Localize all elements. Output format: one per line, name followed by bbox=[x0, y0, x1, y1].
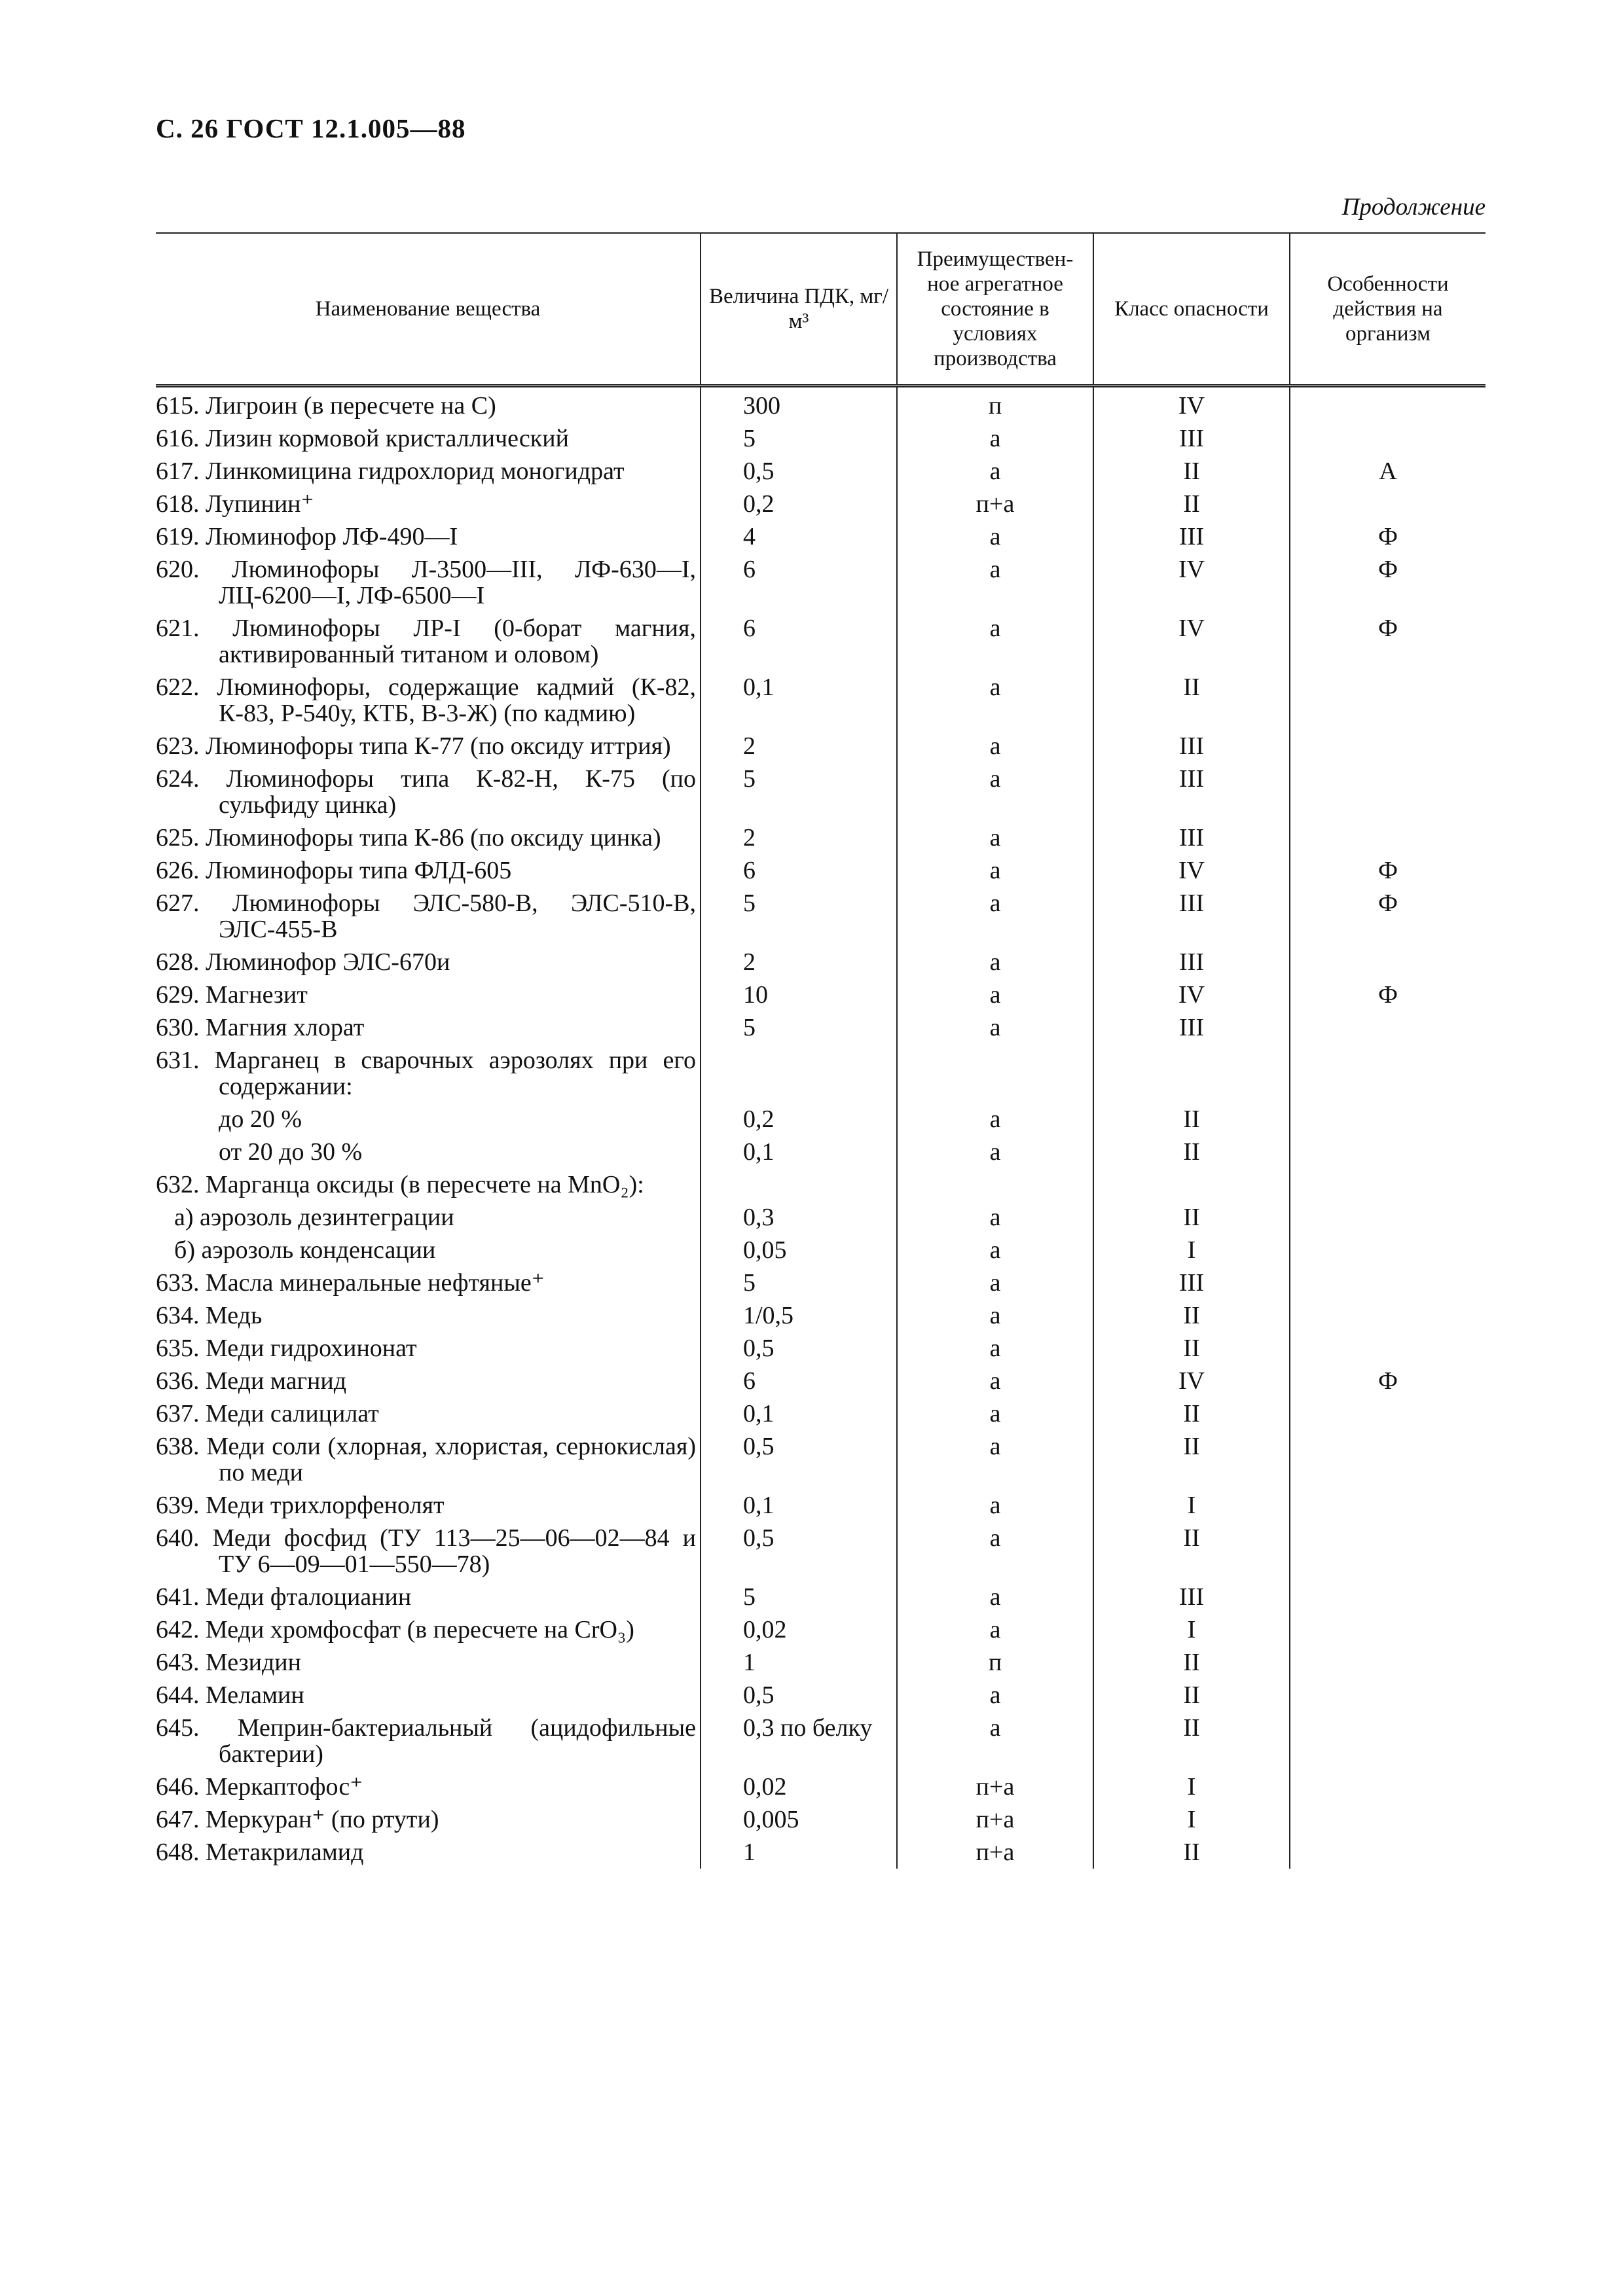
substance-name-cell bbox=[156, 1103, 701, 1136]
hazard-class-cell: IV bbox=[1093, 854, 1290, 887]
table-row bbox=[156, 1803, 1486, 1836]
hazard-class-cell: III bbox=[1093, 422, 1290, 455]
substance-name: 639. Меди трихлорфенолят bbox=[156, 1492, 445, 1519]
effect-feature-cell bbox=[1290, 488, 1486, 520]
aggregate-state-cell: а bbox=[897, 946, 1093, 978]
continuation-label: Продолжение bbox=[1341, 194, 1486, 221]
effect-feature-cell bbox=[1290, 1646, 1486, 1679]
effect-feature-cell bbox=[1290, 1234, 1486, 1266]
substance-name: до 20 % bbox=[219, 1105, 302, 1133]
effect-feature-cell bbox=[1290, 1679, 1486, 1712]
substance-name: 625. Люминофоры типа К-86 (по оксиду цинка) bbox=[156, 824, 661, 852]
table-row bbox=[156, 1712, 1486, 1770]
hazard-class-cell: I bbox=[1093, 1489, 1290, 1522]
table-row bbox=[156, 1044, 1486, 1103]
pdk-value-cell: 0,1 bbox=[701, 1489, 897, 1522]
substance-name: 624. Люминофоры типа К-82-Н, К-75 (по сульфиду цинка) bbox=[156, 765, 696, 819]
substance-name: а) аэрозоль дезинтеграции bbox=[174, 1204, 454, 1231]
table-row bbox=[156, 730, 1486, 762]
substance-name-cell bbox=[156, 1712, 701, 1770]
pdk-value-cell: 5 bbox=[701, 422, 897, 455]
substance-name-cell bbox=[156, 1770, 701, 1803]
substance-name: 644. Меламин bbox=[156, 1681, 304, 1709]
pdk-value-cell: 5 bbox=[701, 762, 897, 821]
substance-name: 647. Меркуран⁺ (по ртути) bbox=[156, 1806, 439, 1833]
substance-name-cell bbox=[156, 1266, 701, 1299]
hazard-class-cell: II bbox=[1093, 1201, 1290, 1234]
substance-name: 631. Марганец в сварочных аэрозолях при его содержании: bbox=[156, 1047, 696, 1100]
aggregate-state-cell bbox=[897, 1044, 1093, 1103]
effect-feature-cell bbox=[1290, 1430, 1486, 1489]
substance-name-cell bbox=[156, 887, 701, 946]
table-row bbox=[156, 1836, 1486, 1869]
effect-feature-cell bbox=[1290, 1803, 1486, 1836]
substance-name: 623. Люминофоры типа К-77 (по оксиду иттрия) bbox=[156, 732, 671, 760]
hazard-class-cell: II bbox=[1093, 488, 1290, 520]
pdk-value-cell bbox=[701, 1044, 897, 1103]
substance-name: 635. Меди гидрохинонат bbox=[156, 1335, 417, 1362]
effect-feature-cell bbox=[1290, 1397, 1486, 1430]
effect-feature-cell: Ф bbox=[1290, 612, 1486, 671]
substance-name-cell bbox=[156, 946, 701, 978]
hazard-class-cell: II bbox=[1093, 1646, 1290, 1679]
aggregate-state-cell: а bbox=[897, 1332, 1093, 1365]
pdk-value-cell: 6 bbox=[701, 553, 897, 612]
pdk-value-cell: 2 bbox=[701, 730, 897, 762]
table-row bbox=[156, 1365, 1486, 1397]
table-row bbox=[156, 1581, 1486, 1613]
aggregate-state-cell: а bbox=[897, 887, 1093, 946]
aggregate-state-cell: а bbox=[897, 978, 1093, 1011]
substance-name: 629. Магнезит bbox=[156, 981, 308, 1009]
effect-feature-cell bbox=[1290, 1581, 1486, 1613]
effect-feature-cell: Ф bbox=[1290, 978, 1486, 1011]
table-row bbox=[156, 612, 1486, 671]
substance-name: 643. Мезидин bbox=[156, 1649, 301, 1676]
effect-feature-cell: Ф bbox=[1290, 1365, 1486, 1397]
table-header-row bbox=[156, 233, 1486, 386]
substance-name-cell bbox=[156, 1646, 701, 1679]
substance-name-cell bbox=[156, 553, 701, 612]
aggregate-state-cell: а bbox=[897, 762, 1093, 821]
pdk-value-cell: 0,1 bbox=[701, 1397, 897, 1430]
hazard-class-cell: II bbox=[1093, 1299, 1290, 1332]
table-row bbox=[156, 1168, 1486, 1201]
aggregate-state-cell: а bbox=[897, 1613, 1093, 1646]
pdk-value-cell: 5 bbox=[701, 887, 897, 946]
substance-name-cell bbox=[156, 612, 701, 671]
table-row bbox=[156, 978, 1486, 1011]
effect-feature-cell bbox=[1290, 1299, 1486, 1332]
effect-feature-cell bbox=[1290, 821, 1486, 854]
substance-name: 626. Люминофоры типа ФЛД-605 bbox=[156, 857, 512, 884]
hazard-class-cell bbox=[1093, 1044, 1290, 1103]
column-header-pdk: Величина ПДК, мг/м³ bbox=[701, 233, 897, 386]
table-row bbox=[156, 1332, 1486, 1365]
substance-name-cell bbox=[156, 1299, 701, 1332]
hazard-class-cell: II bbox=[1093, 1712, 1290, 1770]
hazard-class-cell: IV bbox=[1093, 386, 1290, 423]
aggregate-state-cell: а bbox=[897, 1103, 1093, 1136]
aggregate-state-cell: а bbox=[897, 1522, 1093, 1581]
pdk-value-cell: 0,02 bbox=[701, 1770, 897, 1803]
substance-name-cell bbox=[156, 1332, 701, 1365]
substance-name: 617. Линкомицина гидрохлорид моногидрат bbox=[156, 457, 625, 485]
aggregate-state-cell: п+а bbox=[897, 1836, 1093, 1869]
effect-feature-cell bbox=[1290, 671, 1486, 730]
table-row bbox=[156, 1397, 1486, 1430]
aggregate-state-cell: а bbox=[897, 1397, 1093, 1430]
effect-feature-cell: Ф bbox=[1290, 854, 1486, 887]
hazard-class-cell: III bbox=[1093, 1266, 1290, 1299]
substance-name-cell bbox=[156, 1581, 701, 1613]
table-row bbox=[156, 854, 1486, 887]
effect-feature-cell bbox=[1290, 1836, 1486, 1869]
aggregate-state-cell: а bbox=[897, 1011, 1093, 1044]
hazard-class-cell: II bbox=[1093, 671, 1290, 730]
aggregate-state-cell: а bbox=[897, 1136, 1093, 1168]
hazard-class-cell: III bbox=[1093, 1581, 1290, 1613]
substance-name: 640. Меди фосфид (ТУ 113—25—06—02—84 и ТУ 6—09—01—550—78) bbox=[156, 1524, 696, 1578]
substance-name-cell bbox=[156, 1803, 701, 1836]
substance-name-cell bbox=[156, 730, 701, 762]
pdk-value-cell: 0,1 bbox=[701, 1136, 897, 1168]
pdk-value-cell: 5 bbox=[701, 1011, 897, 1044]
aggregate-state-cell: а bbox=[897, 455, 1093, 488]
substance-name: 634. Медь bbox=[156, 1302, 263, 1329]
substance-name-cell bbox=[156, 1234, 701, 1266]
column-header-name: Наименование вещества bbox=[156, 233, 701, 386]
substance-name: 648. Метакриламид bbox=[156, 1839, 364, 1866]
substance-name: 642. Меди хромфосфат (в пересчете на CrO₃) bbox=[156, 1616, 634, 1643]
pdk-value-cell: 6 bbox=[701, 1365, 897, 1397]
substance-name-cell bbox=[156, 1836, 701, 1869]
effect-feature-cell bbox=[1290, 946, 1486, 978]
pdk-value-cell: 5 bbox=[701, 1581, 897, 1613]
aggregate-state-cell: а bbox=[897, 730, 1093, 762]
hazard-class-cell: I bbox=[1093, 1613, 1290, 1646]
substance-name-cell bbox=[156, 488, 701, 520]
table-body bbox=[156, 386, 1486, 1869]
effect-feature-cell bbox=[1290, 1522, 1486, 1581]
pdk-value-cell: 1/0,5 bbox=[701, 1299, 897, 1332]
table-row bbox=[156, 821, 1486, 854]
substance-name-cell bbox=[156, 1011, 701, 1044]
pdk-value-cell: 0,5 bbox=[701, 1332, 897, 1365]
table-row bbox=[156, 520, 1486, 553]
aggregate-state-cell: а bbox=[897, 612, 1093, 671]
effect-feature-cell bbox=[1290, 730, 1486, 762]
pdk-value-cell: 0,05 bbox=[701, 1234, 897, 1266]
hazard-class-cell: III bbox=[1093, 946, 1290, 978]
substance-name: 630. Магния хлорат bbox=[156, 1014, 365, 1041]
effect-feature-cell bbox=[1290, 386, 1486, 423]
hazard-class-cell: II bbox=[1093, 1397, 1290, 1430]
hazard-class-cell: I bbox=[1093, 1770, 1290, 1803]
pdk-value-cell: 0,3 bbox=[701, 1201, 897, 1234]
aggregate-state-cell: а bbox=[897, 854, 1093, 887]
aggregate-state-cell: а bbox=[897, 671, 1093, 730]
substance-name: от 20 до 30 % bbox=[219, 1138, 363, 1166]
substance-name: 633. Масла минеральные нефтяные⁺ bbox=[156, 1269, 545, 1297]
hazard-class-cell: II bbox=[1093, 1136, 1290, 1168]
effect-feature-cell: Ф bbox=[1290, 553, 1486, 612]
hazard-class-cell: III bbox=[1093, 520, 1290, 553]
substance-name-cell bbox=[156, 386, 701, 423]
substance-name: 627. Люминофоры ЭЛС-580-В, ЭЛС-510-В, ЭЛС-455-В bbox=[156, 889, 696, 943]
aggregate-state-cell: а bbox=[897, 520, 1093, 553]
substance-name-cell bbox=[156, 1044, 701, 1103]
effect-feature-cell bbox=[1290, 762, 1486, 821]
aggregate-state-cell: а bbox=[897, 1201, 1093, 1234]
pdk-value-cell: 0,1 bbox=[701, 671, 897, 730]
pdk-value-cell: 0,005 bbox=[701, 1803, 897, 1836]
pdk-value-cell: 4 bbox=[701, 520, 897, 553]
pdk-value-cell: 2 bbox=[701, 946, 897, 978]
effect-feature-cell bbox=[1290, 1770, 1486, 1803]
aggregate-state-cell: а bbox=[897, 1430, 1093, 1489]
effect-feature-cell: А bbox=[1290, 455, 1486, 488]
pdk-value-cell: 6 bbox=[701, 854, 897, 887]
substance-table bbox=[156, 232, 1486, 1869]
aggregate-state-cell: п+а bbox=[897, 1770, 1093, 1803]
hazard-class-cell: II bbox=[1093, 1836, 1290, 1869]
aggregate-state-cell: а bbox=[897, 1365, 1093, 1397]
table-row bbox=[156, 1430, 1486, 1489]
page-title: С. 26 ГОСТ 12.1.005—88 bbox=[156, 113, 466, 143]
effect-feature-cell: Ф bbox=[1290, 887, 1486, 946]
substance-name: 637. Меди салицилат bbox=[156, 1400, 379, 1427]
hazard-class-cell bbox=[1093, 1168, 1290, 1201]
pdk-value-cell bbox=[701, 1168, 897, 1201]
effect-feature-cell bbox=[1290, 1332, 1486, 1365]
effect-feature-cell bbox=[1290, 1613, 1486, 1646]
table-row bbox=[156, 1679, 1486, 1712]
aggregate-state-cell: п+а bbox=[897, 1803, 1093, 1836]
hazard-class-cell: III bbox=[1093, 730, 1290, 762]
table-row bbox=[156, 1522, 1486, 1581]
substance-name: 628. Люминофор ЭЛС-670и bbox=[156, 948, 450, 976]
hazard-class-cell: IV bbox=[1093, 553, 1290, 612]
substance-name-cell bbox=[156, 1430, 701, 1489]
hazard-class-cell: III bbox=[1093, 762, 1290, 821]
column-header-aggregate-state: Преимуществен-ное агрегатное состояние в условиях производства bbox=[897, 233, 1093, 386]
table-row bbox=[156, 455, 1486, 488]
substance-name-cell bbox=[156, 1201, 701, 1234]
hazard-class-cell: IV bbox=[1093, 612, 1290, 671]
substance-name-cell bbox=[156, 455, 701, 488]
pdk-value-cell: 6 bbox=[701, 612, 897, 671]
table-row bbox=[156, 386, 1486, 423]
table-row bbox=[156, 553, 1486, 612]
substance-name-cell bbox=[156, 1489, 701, 1522]
aggregate-state-cell: а bbox=[897, 1299, 1093, 1332]
table-row bbox=[156, 422, 1486, 455]
substance-name-cell bbox=[156, 854, 701, 887]
substance-name-cell bbox=[156, 1136, 701, 1168]
pdk-value-cell: 0,3 по белку bbox=[701, 1712, 897, 1770]
hazard-class-cell: II bbox=[1093, 1522, 1290, 1581]
aggregate-state-cell: п bbox=[897, 386, 1093, 423]
pdk-value-cell: 5 bbox=[701, 1266, 897, 1299]
substance-name-cell bbox=[156, 821, 701, 854]
substance-name: 646. Меркаптофос⁺ bbox=[156, 1773, 363, 1801]
pdk-value-cell: 1 bbox=[701, 1646, 897, 1679]
pdk-value-cell: 2 bbox=[701, 821, 897, 854]
substance-name: 636. Меди магнид bbox=[156, 1367, 347, 1395]
pdk-value-cell: 0,2 bbox=[701, 1103, 897, 1136]
pdk-value-cell: 0,5 bbox=[701, 1679, 897, 1712]
hazard-class-cell: I bbox=[1093, 1803, 1290, 1836]
pdk-value-cell: 0,5 bbox=[701, 1430, 897, 1489]
aggregate-state-cell: а bbox=[897, 1266, 1093, 1299]
aggregate-state-cell: а bbox=[897, 1712, 1093, 1770]
substance-name: 620. Люминофоры Л-3500—III, ЛФ-630—I, ЛЦ-6200—I, ЛФ-6500—I bbox=[156, 556, 696, 609]
substance-name: 621. Люминофоры ЛР-I (0-борат магния, активированный титаном и оловом) bbox=[156, 615, 696, 668]
column-header-hazard-class: Класс опасности bbox=[1093, 233, 1290, 386]
hazard-class-cell: III bbox=[1093, 821, 1290, 854]
table-row bbox=[156, 1646, 1486, 1679]
aggregate-state-cell: а bbox=[897, 1234, 1093, 1266]
hazard-class-cell: IV bbox=[1093, 1365, 1290, 1397]
aggregate-state-cell: а bbox=[897, 553, 1093, 612]
substance-name-cell bbox=[156, 1613, 701, 1646]
substance-name-cell bbox=[156, 1365, 701, 1397]
substance-name-cell bbox=[156, 762, 701, 821]
aggregate-state-cell bbox=[897, 1168, 1093, 1201]
substance-name: 638. Меди соли (хлорная, хлористая, сернокислая) по меди bbox=[156, 1433, 696, 1486]
hazard-class-cell: II bbox=[1093, 1679, 1290, 1712]
aggregate-state-cell: а bbox=[897, 1581, 1093, 1613]
hazard-class-cell: III bbox=[1093, 887, 1290, 946]
hazard-class-cell: II bbox=[1093, 1103, 1290, 1136]
substance-name: 618. Лупинин⁺ bbox=[156, 490, 314, 518]
substance-name-cell bbox=[156, 1397, 701, 1430]
table-row bbox=[156, 1201, 1486, 1234]
table-row bbox=[156, 762, 1486, 821]
table-row bbox=[156, 671, 1486, 730]
substance-name: б) аэрозоль конденсации bbox=[174, 1236, 436, 1264]
table-row bbox=[156, 946, 1486, 978]
table-row bbox=[156, 1299, 1486, 1332]
substance-name-cell bbox=[156, 1168, 701, 1201]
pdk-value-cell: 0,2 bbox=[701, 488, 897, 520]
table-row bbox=[156, 1136, 1486, 1168]
hazard-class-cell: II bbox=[1093, 1430, 1290, 1489]
effect-feature-cell bbox=[1290, 1266, 1486, 1299]
effect-feature-cell bbox=[1290, 1044, 1486, 1103]
aggregate-state-cell: а bbox=[897, 821, 1093, 854]
effect-feature-cell bbox=[1290, 1011, 1486, 1044]
hazard-class-cell: IV bbox=[1093, 978, 1290, 1011]
substance-name: 632. Марганца оксиды (в пересчете на MnO₂): bbox=[156, 1171, 644, 1198]
table-row bbox=[156, 1613, 1486, 1646]
substance-name: 619. Люминофор ЛФ-490—I bbox=[156, 523, 458, 550]
table-row bbox=[156, 1103, 1486, 1136]
hazard-class-cell: II bbox=[1093, 1332, 1290, 1365]
substance-name: 622. Люминофоры, содержащие кадмий (К-82, К-83, Р-540у, КТБ, В-3-Ж) (по кадмию) bbox=[156, 673, 696, 727]
column-header-effect-features: Особенности действия на организм bbox=[1290, 233, 1486, 386]
effect-feature-cell bbox=[1290, 1201, 1486, 1234]
substance-name-cell bbox=[156, 671, 701, 730]
substance-name: 645. Меприн-бактериальный (ацидофильные бактерии) bbox=[156, 1714, 696, 1768]
pdk-value-cell: 0,5 bbox=[701, 455, 897, 488]
effect-feature-cell bbox=[1290, 1712, 1486, 1770]
effect-feature-cell bbox=[1290, 1136, 1486, 1168]
aggregate-state-cell: п+а bbox=[897, 488, 1093, 520]
hazard-class-cell: I bbox=[1093, 1234, 1290, 1266]
substance-name-cell bbox=[156, 1679, 701, 1712]
table-row bbox=[156, 488, 1486, 520]
pdk-value-cell: 0,5 bbox=[701, 1522, 897, 1581]
pdk-value-cell: 300 bbox=[701, 386, 897, 423]
pdk-value-cell: 0,02 bbox=[701, 1613, 897, 1646]
table-row bbox=[156, 1770, 1486, 1803]
aggregate-state-cell: п bbox=[897, 1646, 1093, 1679]
aggregate-state-cell: а bbox=[897, 1679, 1093, 1712]
hazard-class-cell: III bbox=[1093, 1011, 1290, 1044]
substance-name: 616. Лизин кормовой кристаллический bbox=[156, 425, 569, 452]
effect-feature-cell bbox=[1290, 422, 1486, 455]
aggregate-state-cell: а bbox=[897, 422, 1093, 455]
substance-name-cell bbox=[156, 520, 701, 553]
substance-name: 615. Лигроин (в пересчете на С) bbox=[156, 392, 496, 420]
substance-name-cell bbox=[156, 978, 701, 1011]
effect-feature-cell bbox=[1290, 1103, 1486, 1136]
table-row bbox=[156, 1266, 1486, 1299]
table-row bbox=[156, 1489, 1486, 1522]
aggregate-state-cell: а bbox=[897, 1489, 1093, 1522]
effect-feature-cell: Ф bbox=[1290, 520, 1486, 553]
table-row bbox=[156, 1011, 1486, 1044]
table-row bbox=[156, 887, 1486, 946]
effect-feature-cell bbox=[1290, 1489, 1486, 1522]
hazard-class-cell: II bbox=[1093, 455, 1290, 488]
substance-name-cell bbox=[156, 422, 701, 455]
substance-name-cell bbox=[156, 1522, 701, 1581]
effect-feature-cell bbox=[1290, 1168, 1486, 1201]
pdk-value-cell: 10 bbox=[701, 978, 897, 1011]
substance-name: 641. Меди фталоцианин bbox=[156, 1583, 412, 1611]
table-row bbox=[156, 1234, 1486, 1266]
pdk-value-cell: 1 bbox=[701, 1836, 897, 1869]
